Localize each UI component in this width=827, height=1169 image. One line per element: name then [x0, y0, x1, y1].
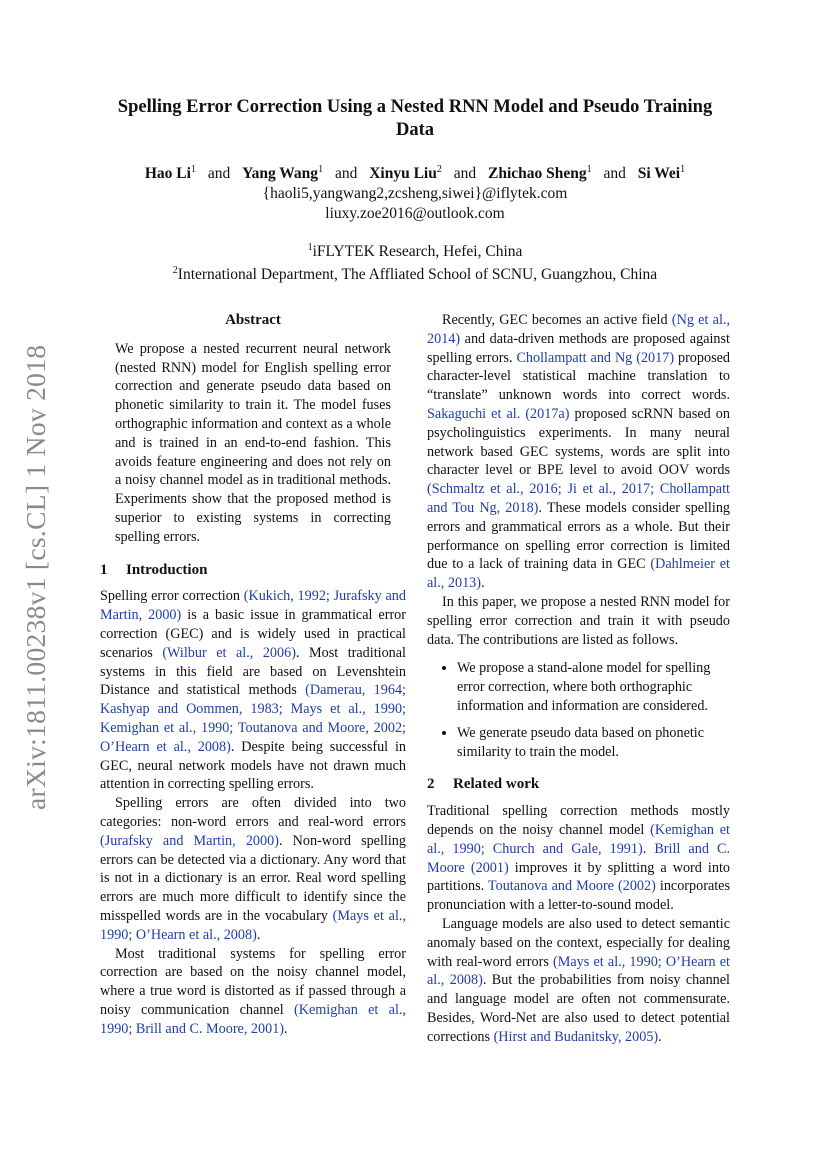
contribution-list — [427, 659, 730, 761]
author-name: Si Wei — [637, 165, 681, 183]
affiliation — [80, 261, 750, 284]
list-item: • We generate pseudo data based on phonetic similarity to train the model. — [457, 724, 730, 762]
author-affil-mark: 1 — [190, 164, 196, 175]
arxiv-identifier[interactable]: arXiv:1811.00238v1 [cs.CL] 1 Nov 2018 — [20, 344, 51, 810]
citation-link[interactable]: (Hirst and Budanitsky, 2005) — [493, 1028, 659, 1045]
author-list — [80, 160, 750, 184]
paper-title: Spelling Error Correction Using a Nested RNN Model and Pseudo Training Data — [117, 97, 713, 140]
list-item: • We propose a stand-alone model for spelling error correction, where both orthographic information and information are considered. — [457, 659, 730, 715]
affiliation-block — [80, 238, 750, 284]
author-name: Zhichao Sheng — [487, 165, 587, 183]
citation-link[interactable]: (Mays et al., 1990; O’Hearn et al., 2008) — [427, 953, 730, 989]
citation-link[interactable]: Sakaguchi et al. (2017a) — [427, 405, 570, 422]
author-email: {haoli5,yangwang2,zcsheng,siwei}@iflytek.com — [262, 185, 568, 203]
section-heading-introduction — [100, 561, 406, 580]
citation-link[interactable]: Toutanova and Moore (2002) — [487, 878, 656, 895]
author-affil-mark: 2 — [436, 164, 442, 175]
citation-link[interactable]: (Mays et al., 1990; O’Hearn et al., 2008) — [100, 907, 407, 943]
abstract-body — [115, 340, 391, 547]
citation-link[interactable]: (Jurafsky and Martin, 2000) — [100, 832, 279, 849]
abstract-text: We propose a nested recurrent neural network (nested RNN) model for English spelling error correction and generate pseudo data based on phonetic similarity to train it. The model fuses orthographic information and context as a whole and is trained in an end-to-end fashion. This avoids feature engineering and does not rely on a noisy channel model as in traditional methods. Experiments show that the proposed method is superior to existing systems in correcting spelling errors. — [115, 340, 391, 545]
author-separator: and — [453, 165, 477, 183]
intro-paragraph-1: Spelling error correction (Kukich, 1992; Jurafsky and Martin, 2000) is a basic issue in grammatical error correction (GEC) and is widely used in practical scenarios (Wilbur et al., 2006). Most traditional systems in this field are based on Levenshtein Distance and statistical methods (Damerau, 1964; Kashyap and Oommen, 1983; Mays et al., 1990; Kemighan et al., 1990; Toutanova and Moore, 2002; O’Hearn et al., 2008). Despite being successful in GEC, neural network models have not drawn much attention in correcting spelling errors. — [100, 588, 407, 793]
section-heading-related-work — [427, 775, 730, 794]
intro-paragraph-2: Spelling errors are often divided into two categories: non-word errors and real-word errors (Jurafsky and Martin, 2000). Non-word spelling errors can be detected via a dictionary. Any word that is not in a dictionary is an error. Real word spelling errors are much more difficult to identify since the misspelled words are in the vocabulary (Mays et al., 1990; O’Hearn et al., 2008). — [100, 795, 407, 943]
related-paragraph-1: Traditional spelling correction methods mostly depends on the noisy channel model (Kemighan et al., 1990; Church and Gale, 1991). Brill and C. Moore (2001) improves it by splitting a word into partitions. Toutanova and Moore (2002) incorporates pronunciation with a letter-to-sound model. — [427, 803, 731, 914]
author-separator: and — [207, 165, 231, 183]
section-number: 2 — [427, 776, 435, 793]
author-affil-mark: 1 — [586, 164, 592, 175]
author-name: Yang Wang — [242, 165, 319, 183]
intro-paragraph-5: In this paper, we propose a nested RNN model for spelling error correction and train it with pseudo data. The contributions are listed as follows. — [427, 593, 730, 648]
author-separator: and — [334, 165, 358, 183]
abstract-heading: Abstract — [225, 312, 281, 328]
section-title: Related work — [453, 776, 540, 793]
affiliation — [80, 238, 750, 261]
author-name: Hao Li — [144, 165, 191, 183]
author-block — [80, 160, 750, 224]
intro-paragraph-4: Recently, GEC becomes an active field (Ng et al., 2014) and data-driven methods are proposed against spelling errors. Chollampatt and Ng (2017) proposed character-level statistical machine translation to “translate” unknown words into correct words. Sakaguchi et al. (2017a) proposed scRNN based on psycholinguistics experiments. In many neural network based GEC systems, words are split into character level or BPE level to avoid OOV words (Schmaltz et al., 2016; Ji et al., 2017; Chollampatt and Tou Ng, 2018). These models consider spelling errors and grammatical errors as a whole. But their performance on spelling error correction is limited due to a lack of training data in GEC (Dahlmeier et al., 2013). — [427, 312, 731, 592]
citation-link[interactable]: (Kemighan et al., 1990; Church and Gale, 1991) — [427, 821, 731, 857]
citation-link[interactable]: (Dahlmeier et al., 2013) — [427, 556, 731, 592]
section-title: Introduction — [126, 561, 208, 578]
author-affil-mark: 1 — [318, 164, 324, 175]
affiliation-text: International Department, The Affliated School of SCNU, Guangzhou, China — [177, 266, 658, 284]
left-column — [100, 311, 406, 1038]
author-affil-mark: 1 — [680, 164, 686, 175]
citation-link[interactable]: (Ng et al., 2014) — [427, 312, 730, 347]
affiliation-mark: 2 — [172, 265, 178, 277]
author-separator: and — [603, 165, 626, 183]
right-column — [427, 311, 730, 1046]
author-email: liuxy.zoe2016@outlook.com — [325, 205, 505, 223]
citation-link[interactable]: (Kukich, 1992; Jurafsky and Martin, 2000) — [100, 588, 406, 624]
section-number: 1 — [100, 561, 108, 578]
related-paragraph-2: Language models are also used to detect semantic anomaly based on the context, especially for dealing with real-word errors (Mays et al., 1990; O’Hearn et al., 2008). But the probabilities from noisy channel and language model are often not commensurate. Besides, Word-Net are also used to detect potential corrections (Hirst and Budanitsky, 2005). — [427, 915, 730, 1045]
citation-link[interactable]: Chollampatt and Ng (2017) — [516, 349, 675, 366]
affiliation-text: iFLYTEK Research, Hefei, China — [312, 243, 523, 261]
citation-link[interactable]: Brill and C. Moore (2001) — [427, 840, 731, 876]
citation-link[interactable]: (Schmaltz et al., 2016; Ji et al., 2017; Chollampatt and Tou Ng, 2018) — [427, 481, 730, 516]
author-name: Xinyu Liu — [369, 165, 437, 183]
citation-link[interactable]: (Kemighan et al., 1990; Brill and C. Moore, 2001) — [100, 1001, 406, 1037]
affiliation-mark: 1 — [307, 242, 313, 253]
citation-link[interactable]: (Wilbur et al., 2006) — [162, 644, 296, 661]
citation-link[interactable]: (Damerau, 1964; Kashyap and Oommen, 1983; Mays et al., 1990; Kemighan et al., 1990; Toutanova and Moore, 2002; O’Hearn et al., 2008) — [100, 682, 406, 755]
intro-paragraph-3: Most traditional systems for spelling error correction are based on the noisy channel model, where a true word is distorted as if passed through a noisy communication channel (Kemighan et al., 1990; Brill and C. Moore, 2001). — [100, 945, 406, 1037]
